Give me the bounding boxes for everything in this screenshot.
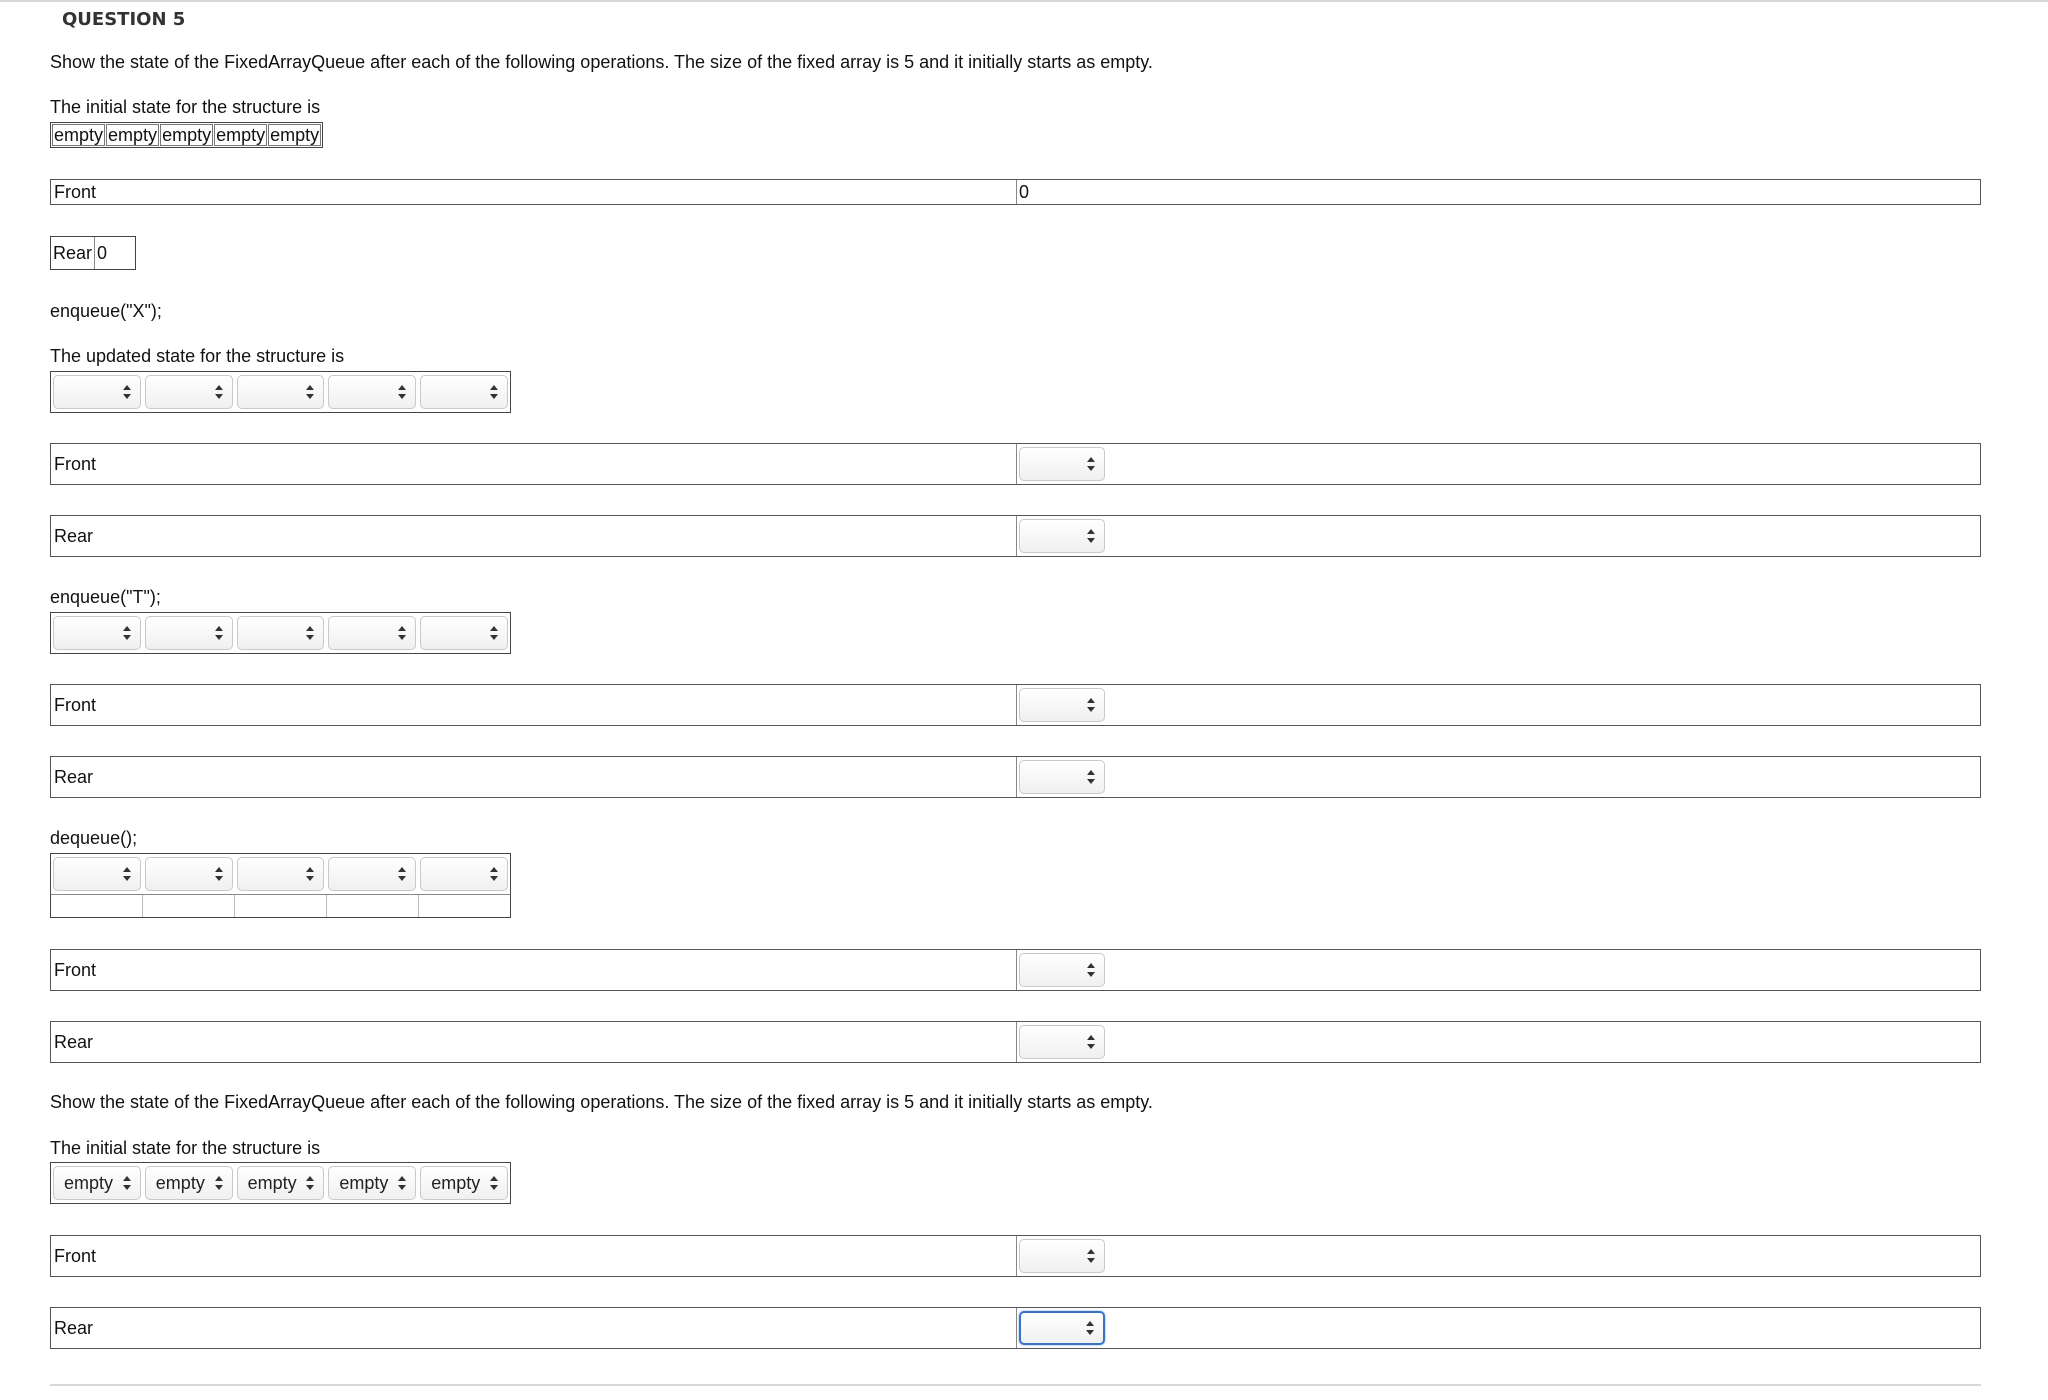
rear-label: Rear	[51, 1022, 1017, 1062]
chevron-updown-icon	[215, 867, 223, 881]
chevron-updown-icon	[490, 385, 498, 399]
instructions-text-2: Show the state of the FixedArrayQueue after each of the following operations. The size of the fixed array is 5 and it initially starts as empty.	[50, 1092, 1153, 1112]
array-slot-select[interactable]	[420, 616, 508, 650]
front-label: Front	[51, 685, 1017, 725]
array-slot-select[interactable]	[145, 857, 233, 891]
step3-front-row	[50, 949, 1981, 991]
array-slot-select[interactable]	[237, 1166, 325, 1200]
instructions-text: Show the state of the FixedArrayQueue after each of the following operations. The size of the fixed array is 5 and it initially starts as empty.	[50, 52, 1153, 72]
array-slot-select[interactable]	[145, 375, 233, 409]
step3-empty-row	[50, 894, 511, 918]
chevron-updown-icon	[123, 626, 131, 640]
chevron-updown-icon	[215, 1176, 223, 1190]
select-value: empty	[64, 1172, 114, 1193]
chevron-updown-icon	[123, 385, 131, 399]
chevron-updown-icon	[490, 1176, 498, 1190]
array-slot-select[interactable]	[328, 1166, 416, 1200]
part2-front-row	[50, 1235, 1981, 1277]
initial-cell: empty	[54, 125, 104, 145]
operation-enqueue-x: enqueue("X");	[50, 301, 162, 321]
empty-cell	[235, 895, 327, 917]
rear-select[interactable]	[1019, 760, 1105, 794]
step2-rear-row	[50, 756, 1981, 798]
chevron-updown-icon	[1087, 770, 1095, 784]
initial-state-label-2: The initial state for the structure is	[50, 1138, 321, 1158]
chevron-updown-icon	[1086, 1321, 1094, 1335]
initial-cell: empty	[216, 125, 266, 145]
initial-state-table	[50, 122, 323, 148]
part2-initial-array	[50, 1162, 511, 1204]
array-slot-select[interactable]	[53, 616, 141, 650]
step2-array	[50, 612, 511, 654]
rear-select[interactable]	[1019, 1311, 1105, 1345]
chevron-updown-icon	[1087, 698, 1095, 712]
initial-cell: empty	[270, 125, 320, 145]
chevron-updown-icon	[123, 867, 131, 881]
step3-array	[50, 853, 511, 895]
chevron-updown-icon	[215, 626, 223, 640]
array-slot-select[interactable]	[53, 375, 141, 409]
operation-enqueue-t: enqueue("T");	[50, 587, 161, 607]
front-label: Front	[51, 950, 1017, 990]
chevron-updown-icon	[306, 867, 314, 881]
empty-cell	[327, 895, 419, 917]
rear-label: Rear	[51, 516, 1017, 556]
select-value: empty	[339, 1172, 389, 1193]
initial-cell: empty	[108, 125, 158, 145]
step1-array	[50, 371, 511, 413]
top-divider	[0, 0, 2048, 2]
empty-cell	[143, 895, 235, 917]
array-slot-select[interactable]	[53, 1166, 141, 1200]
chevron-updown-icon	[1087, 1035, 1095, 1049]
chevron-updown-icon	[490, 867, 498, 881]
initial-rear-row	[50, 236, 136, 270]
chevron-updown-icon	[306, 1176, 314, 1190]
initial-state-label: The initial state for the structure is	[50, 97, 321, 117]
front-select[interactable]	[1019, 688, 1105, 722]
step1-front-row	[50, 443, 1981, 485]
chevron-updown-icon	[398, 867, 406, 881]
select-value: empty	[247, 1172, 297, 1193]
array-slot-select[interactable]	[328, 616, 416, 650]
chevron-updown-icon	[398, 385, 406, 399]
chevron-updown-icon	[123, 1176, 131, 1190]
select-value: empty	[155, 1172, 205, 1193]
array-slot-select[interactable]	[420, 375, 508, 409]
empty-cell	[419, 895, 510, 917]
front-value: 0	[1019, 181, 1030, 202]
step1-rear-row	[50, 515, 1981, 557]
chevron-updown-icon	[490, 626, 498, 640]
rear-value: 0	[97, 242, 108, 263]
chevron-updown-icon	[1087, 457, 1095, 471]
front-select[interactable]	[1019, 447, 1105, 481]
front-select[interactable]	[1019, 953, 1105, 987]
rear-select[interactable]	[1019, 1025, 1105, 1059]
chevron-updown-icon	[1087, 529, 1095, 543]
front-label: Front	[51, 444, 1017, 484]
array-slot-select[interactable]	[420, 857, 508, 891]
array-slot-select[interactable]	[237, 375, 325, 409]
chevron-updown-icon	[398, 1176, 406, 1190]
updated-state-label: The updated state for the structure is	[50, 346, 345, 366]
step3-rear-row	[50, 1021, 1981, 1063]
bottom-divider	[50, 1384, 1981, 1386]
chevron-updown-icon	[1087, 963, 1095, 977]
operation-dequeue: dequeue();	[50, 828, 138, 848]
initial-cell: empty	[162, 125, 212, 145]
question-title: QUESTION 5	[62, 9, 186, 30]
chevron-updown-icon	[1087, 1249, 1095, 1263]
rear-select[interactable]	[1019, 519, 1105, 553]
front-select[interactable]	[1019, 1239, 1105, 1273]
step2-front-row	[50, 684, 1981, 726]
chevron-updown-icon	[398, 626, 406, 640]
rear-label: Rear	[51, 1308, 1017, 1348]
rear-label: Rear	[51, 237, 95, 269]
chevron-updown-icon	[215, 385, 223, 399]
array-slot-select[interactable]	[237, 616, 325, 650]
array-slot-select[interactable]	[145, 616, 233, 650]
array-slot-select[interactable]	[237, 857, 325, 891]
chevron-updown-icon	[306, 626, 314, 640]
array-slot-select[interactable]	[420, 1166, 508, 1200]
array-slot-select[interactable]	[145, 1166, 233, 1200]
array-slot-select[interactable]	[328, 375, 416, 409]
front-label: Front	[51, 180, 1017, 204]
select-value: empty	[431, 1172, 481, 1193]
array-slot-select[interactable]	[53, 857, 141, 891]
array-slot-select[interactable]	[328, 857, 416, 891]
front-label: Front	[51, 1236, 1017, 1276]
chevron-updown-icon	[306, 385, 314, 399]
initial-front-row	[50, 179, 1981, 205]
rear-label: Rear	[51, 757, 1017, 797]
part2-rear-row	[50, 1307, 1981, 1349]
empty-cell	[51, 895, 143, 917]
